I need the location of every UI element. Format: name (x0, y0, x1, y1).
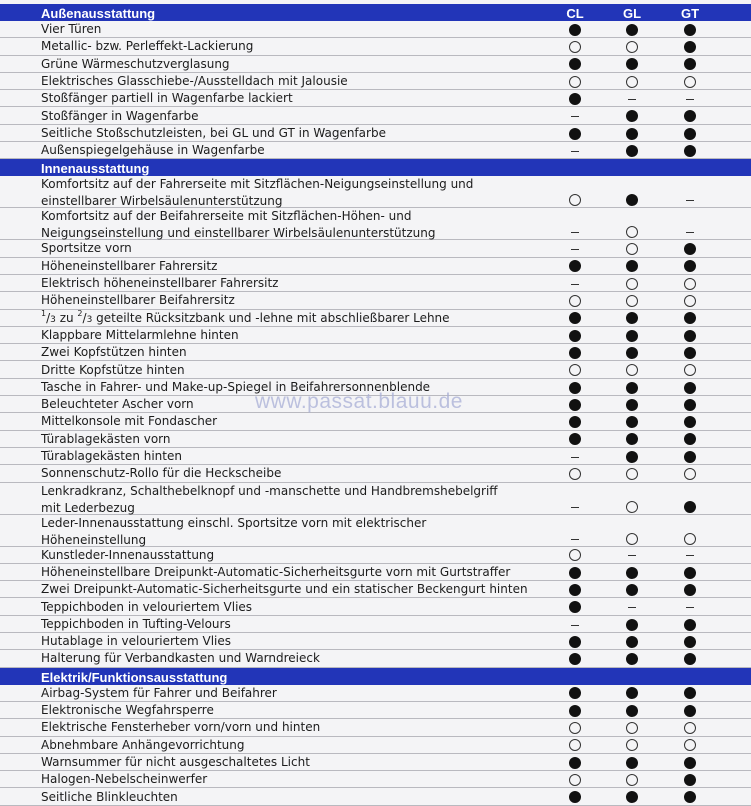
standard-dot-icon (626, 128, 638, 140)
table-row (0, 633, 751, 650)
row-label: Kunstleder-Innenausstattung (41, 547, 215, 562)
table-row (0, 21, 751, 38)
row-label: Elektrisch höheneinstellbarer Fahrersitz (41, 276, 279, 290)
optional-circle-icon (684, 295, 696, 307)
column-header: GL (622, 6, 642, 21)
optional-circle-icon (569, 76, 581, 88)
row-label: Tasche in Fahrer- und Make-up-Spiegel in Beifahrersonnenblende (41, 379, 431, 394)
standard-dot-icon (626, 382, 638, 394)
standard-dot-icon (684, 110, 696, 122)
optional-circle-icon (569, 739, 581, 751)
row-label: Sportsitze vorn (41, 241, 132, 256)
standard-dot-icon (684, 312, 696, 324)
row-label: Klappbare Mittelarmlehne hinten (41, 327, 239, 342)
standard-dot-icon (684, 347, 696, 359)
optional-circle-icon (626, 41, 638, 53)
row-label: Elektrisches Glasschiebe-/Ausstelldach mit Jalousie (41, 73, 348, 88)
row-label: Grüne Wärmeschutzverglasung (41, 56, 230, 71)
optional-circle-icon (684, 278, 696, 290)
standard-dot-icon (569, 584, 581, 596)
standard-dot-icon (626, 705, 638, 717)
not-available-dash-icon (571, 457, 579, 458)
row-label: Halterung für Verbandkasten und Warndreieck (41, 651, 320, 666)
table-row (0, 754, 751, 771)
section-title: Elektrik/Funktionsausstattung (41, 669, 228, 685)
standard-dot-icon (569, 58, 581, 70)
optional-circle-icon (626, 722, 638, 734)
not-available-dash-icon (571, 151, 579, 152)
standard-dot-icon (684, 382, 696, 394)
row-label: $^1$/3 zu $^2$/3 geteilte Rücksitzbank und -lehne mit abschließbarer Lehne (41, 308, 450, 325)
standard-dot-icon (626, 330, 638, 342)
standard-dot-icon (684, 636, 696, 648)
optional-circle-icon (684, 76, 696, 88)
row-label: Zwei Dreipunkt-Automatic-Sicherheitsgurte und ein statischer Beckengurt hinten (41, 582, 528, 597)
standard-dot-icon (626, 312, 638, 324)
row-label: Teppichboden in Tufting-Velours (41, 616, 231, 631)
row-label: Lenkradkranz, Schalthebelknopf und -manschette und Handbremshebelgriff mit Lederbezug (41, 483, 498, 515)
standard-dot-icon (684, 260, 696, 272)
table-row (0, 616, 751, 633)
table-row (0, 142, 751, 159)
row-label: Außenspiegelgehäuse in Wagenfarbe (41, 143, 265, 158)
standard-dot-icon (684, 619, 696, 631)
table-row (0, 292, 751, 309)
row-label: Seitliche Blinkleuchten (41, 789, 178, 804)
table-row (0, 650, 751, 667)
optional-circle-icon (569, 295, 581, 307)
not-available-dash-icon (686, 555, 694, 556)
table-row (0, 685, 751, 702)
standard-dot-icon (626, 24, 638, 36)
section-header (0, 668, 751, 685)
standard-dot-icon (569, 382, 581, 394)
table-row (0, 737, 751, 754)
standard-dot-icon (684, 451, 696, 463)
watermark: www.passat.blauu.de (255, 390, 463, 413)
not-available-dash-icon (686, 232, 694, 233)
standard-dot-icon (569, 687, 581, 699)
row-label: Höheneinstellbarer Fahrersitz (41, 258, 218, 273)
row-label: Komfortsitz auf der Beifahrerseite mit Sitzflächen-Höhen- und Neigungseinstellung und einstellbarer Wirbelsäulenunterstützung (41, 209, 436, 241)
standard-dot-icon (626, 110, 638, 122)
standard-dot-icon (684, 584, 696, 596)
optional-circle-icon (626, 243, 638, 255)
standard-dot-icon (569, 433, 581, 445)
standard-dot-icon (569, 601, 581, 613)
optional-circle-icon (569, 774, 581, 786)
standard-dot-icon (684, 757, 696, 769)
standard-dot-icon (569, 636, 581, 648)
table-row (0, 702, 751, 719)
standard-dot-icon (684, 567, 696, 579)
standard-dot-icon (684, 145, 696, 157)
table-row (0, 344, 751, 361)
optional-circle-icon (569, 468, 581, 480)
standard-dot-icon (626, 584, 638, 596)
table-row (0, 547, 751, 564)
table-row (0, 258, 751, 275)
optional-circle-icon (684, 739, 696, 751)
standard-dot-icon (626, 636, 638, 648)
optional-circle-icon (626, 76, 638, 88)
optional-circle-icon (626, 533, 638, 545)
standard-dot-icon (684, 705, 696, 717)
row-label: Stoßfänger partiell in Wagenfarbe lackiert (41, 91, 293, 106)
standard-dot-icon (626, 687, 638, 699)
row-label: Beleuchteter Ascher vorn (41, 397, 194, 412)
optional-circle-icon (569, 364, 581, 376)
standard-dot-icon (684, 416, 696, 428)
standard-dot-icon (684, 399, 696, 411)
not-available-dash-icon (628, 99, 636, 100)
table-row (0, 515, 751, 547)
row-label: Zwei Kopfstützen hinten (41, 345, 187, 360)
row-label: Elektronische Wegfahrsperre (41, 703, 214, 717)
table-row (0, 599, 751, 616)
optional-circle-icon (626, 501, 638, 513)
table-row (0, 56, 751, 73)
standard-dot-icon (684, 687, 696, 699)
table-row (0, 108, 751, 125)
table-row (0, 431, 751, 448)
standard-dot-icon (684, 653, 696, 665)
row-label: Sonnenschutz-Rollo für die Heckscheibe (41, 466, 282, 481)
optional-circle-icon (569, 41, 581, 53)
row-label: Komfortsitz auf der Fahrerseite mit Sitzflächen-Neigungseinstellung und einstellbarer Wirbelsäulenunterstützung (41, 177, 474, 209)
table-row (0, 125, 751, 142)
table-row (0, 176, 751, 208)
not-available-dash-icon (571, 539, 579, 540)
table-row (0, 310, 751, 327)
standard-dot-icon (569, 24, 581, 36)
table-row (0, 38, 751, 55)
row-label: Stoßfänger in Wagenfarbe (41, 108, 199, 123)
table-row (0, 448, 751, 465)
standard-dot-icon (684, 243, 696, 255)
standard-dot-icon (626, 260, 638, 272)
standard-dot-icon (626, 619, 638, 631)
table-row (0, 73, 751, 90)
section-title: Innenausstattung (41, 161, 150, 177)
not-available-dash-icon (628, 607, 636, 608)
standard-dot-icon (569, 93, 581, 105)
section-header (0, 4, 751, 21)
table-row (0, 90, 751, 107)
row-label: Höheneinstellbarer Beifahrersitz (41, 293, 235, 308)
standard-dot-icon (626, 433, 638, 445)
standard-dot-icon (569, 347, 581, 359)
optional-circle-icon (684, 533, 696, 545)
standard-dot-icon (626, 416, 638, 428)
standard-dot-icon (569, 705, 581, 717)
table-row (0, 327, 751, 344)
column-header: GT (680, 6, 700, 21)
optional-circle-icon (626, 295, 638, 307)
table-row (0, 789, 751, 806)
standard-dot-icon (569, 330, 581, 342)
table-row (0, 771, 751, 788)
row-label: Abnehmbare Anhängevorrichtung (41, 737, 245, 752)
not-available-dash-icon (571, 116, 579, 117)
standard-dot-icon (626, 58, 638, 70)
table-row (0, 564, 751, 581)
standard-dot-icon (569, 653, 581, 665)
table-row (0, 208, 751, 240)
row-label: Airbag-System für Fahrer und Beifahrer (41, 685, 277, 700)
not-available-dash-icon (686, 200, 694, 201)
section-header (0, 159, 751, 176)
optional-circle-icon (569, 722, 581, 734)
section-title: Außenausstattung (41, 6, 156, 21)
row-label: Höheneinstellbare Dreipunkt-Automatic-Sicherheitsgurte vorn mit Gurtstraffer (41, 564, 511, 579)
table-row (0, 413, 751, 430)
row-label: Vier Türen (41, 22, 102, 36)
table-row (0, 465, 751, 482)
not-available-dash-icon (686, 99, 694, 100)
column-header: CL (566, 6, 584, 21)
standard-dot-icon (569, 260, 581, 272)
standard-dot-icon (569, 791, 581, 803)
table-row (0, 240, 751, 257)
table-row (0, 362, 751, 379)
table-row (0, 483, 751, 515)
table-row (0, 581, 751, 598)
row-label: Teppichboden in velouriertem Vlies (41, 599, 253, 614)
standard-dot-icon (626, 567, 638, 579)
standard-dot-icon (569, 757, 581, 769)
optional-circle-icon (626, 364, 638, 376)
standard-dot-icon (684, 58, 696, 70)
optional-circle-icon (626, 468, 638, 480)
row-label: Dritte Kopfstütze hinten (41, 362, 185, 377)
row-label: Türablagekästen vorn (41, 431, 171, 446)
not-available-dash-icon (686, 607, 694, 608)
standard-dot-icon (626, 451, 638, 463)
optional-circle-icon (684, 468, 696, 480)
row-label: Halogen-Nebelscheinwerfer (41, 772, 208, 787)
standard-dot-icon (684, 433, 696, 445)
standard-dot-icon (569, 416, 581, 428)
optional-circle-icon (626, 226, 638, 238)
not-available-dash-icon (571, 232, 579, 233)
standard-dot-icon (684, 24, 696, 36)
row-label: Elektrische Fensterheber vorn/vorn und hinten (41, 720, 321, 735)
standard-dot-icon (626, 757, 638, 769)
standard-dot-icon (684, 791, 696, 803)
not-available-dash-icon (571, 284, 579, 285)
standard-dot-icon (684, 41, 696, 53)
standard-dot-icon (626, 399, 638, 411)
row-label: Metallic- bzw. Perleffekt-Lackierung (41, 39, 254, 54)
standard-dot-icon (569, 567, 581, 579)
not-available-dash-icon (571, 507, 579, 508)
standard-dot-icon (626, 347, 638, 359)
standard-dot-icon (684, 501, 696, 513)
standard-dot-icon (569, 399, 581, 411)
standard-dot-icon (684, 128, 696, 140)
optional-circle-icon (626, 774, 638, 786)
standard-dot-icon (569, 128, 581, 140)
row-label: Seitliche Stoßschutzleisten, bei GL und GT in Wagenfarbe (41, 125, 386, 140)
row-label: Mittelkonsole mit Fondascher (41, 414, 218, 429)
table-row (0, 719, 751, 736)
not-available-dash-icon (571, 625, 579, 626)
optional-circle-icon (626, 278, 638, 290)
optional-circle-icon (569, 549, 581, 561)
optional-circle-icon (569, 194, 581, 206)
row-label: Leder-Innenausstattung einschl. Sportsitze vorn mit elektrischer Höheneinstellung (41, 515, 427, 547)
table-row (0, 275, 751, 292)
optional-circle-icon (684, 722, 696, 734)
row-label: Warnsummer für nicht ausgeschaltetes Licht (41, 754, 310, 769)
not-available-dash-icon (571, 249, 579, 250)
row-label: Türablagekästen hinten (41, 449, 182, 463)
not-available-dash-icon (628, 555, 636, 556)
standard-dot-icon (626, 791, 638, 803)
standard-dot-icon (626, 145, 638, 157)
standard-dot-icon (569, 312, 581, 324)
row-label: Hutablage in velouriertem Vlies (41, 634, 232, 649)
standard-dot-icon (684, 774, 696, 786)
standard-dot-icon (626, 194, 638, 206)
standard-dot-icon (684, 330, 696, 342)
optional-circle-icon (684, 364, 696, 376)
standard-dot-icon (626, 653, 638, 665)
optional-circle-icon (626, 739, 638, 751)
